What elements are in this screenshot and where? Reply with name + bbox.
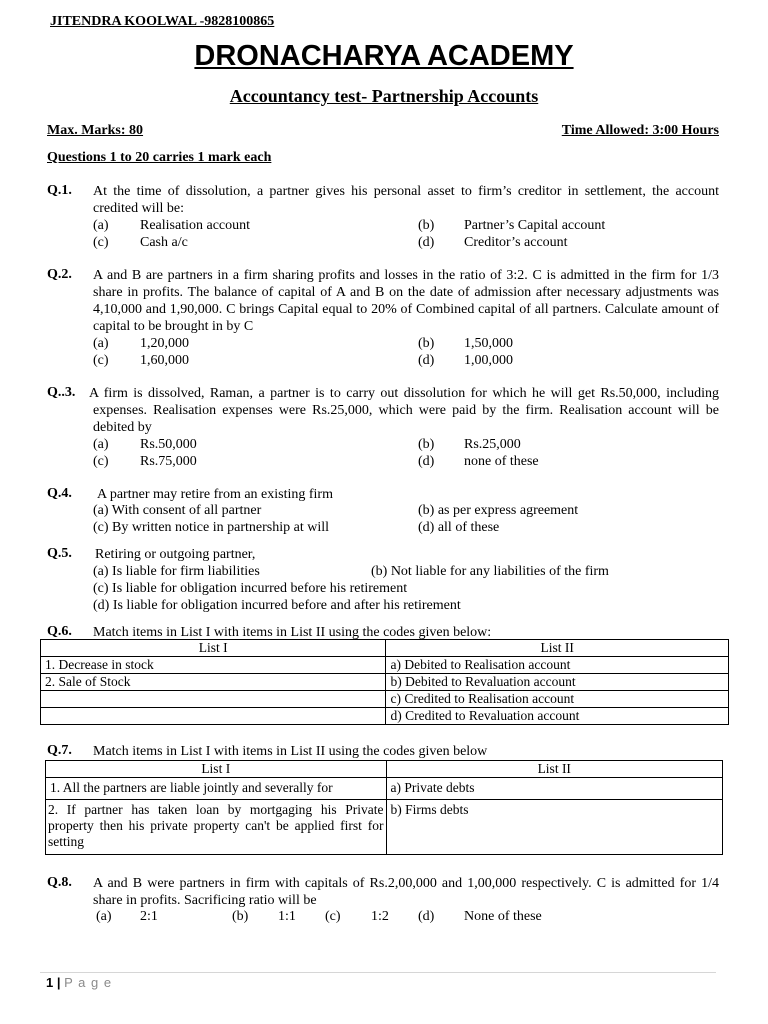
option-text: (b) as per express agreement bbox=[418, 503, 579, 518]
option-label: (c) bbox=[325, 909, 341, 924]
table-cell: 2. If partner has taken loan by mortgaging his Private property then his private property can't be applied first for setting bbox=[46, 800, 387, 855]
page-label: P a g e bbox=[64, 975, 113, 990]
question-text: Match items in List I with items in List II using the codes given below: bbox=[93, 625, 492, 640]
question-number: Q.7. bbox=[47, 743, 72, 758]
footer-separator: | bbox=[56, 975, 61, 990]
table-cell: 1. All the partners are liable jointly and severally for bbox=[46, 778, 387, 800]
question-number: Q..3. bbox=[47, 385, 76, 400]
option-text: (a) With consent of all partner bbox=[93, 503, 262, 518]
option-label: (b) bbox=[418, 336, 435, 351]
option-text: (c) Is liable for obligation incurred before his retirement bbox=[93, 581, 408, 596]
option-label: (d) bbox=[418, 909, 435, 924]
table-cell bbox=[41, 708, 386, 725]
option-text: Rs.75,000 bbox=[140, 454, 197, 469]
table-cell: a) Debited to Realisation account bbox=[386, 657, 729, 674]
page-footer bbox=[46, 975, 112, 990]
table-cell: a) Private debts bbox=[386, 778, 723, 800]
option-label: (d) bbox=[418, 235, 435, 250]
table-cell: b) Firms debts bbox=[386, 800, 723, 855]
page-title: DRONACHARYA ACADEMY bbox=[194, 40, 574, 72]
option-label: (c) bbox=[93, 454, 109, 469]
table-cell: 2. Sale of Stock bbox=[41, 674, 386, 691]
footer-divider bbox=[40, 972, 716, 973]
option-text: none of these bbox=[464, 454, 539, 469]
question-number: Q.5. bbox=[47, 546, 72, 561]
option-label: (b) bbox=[418, 437, 435, 452]
table-cell: d) Credited to Revaluation account bbox=[386, 708, 729, 725]
instruction: Questions 1 to 20 carries 1 mark each bbox=[47, 150, 272, 165]
table-cell: b) Debited to Revaluation account bbox=[386, 674, 729, 691]
question-number: Q.1. bbox=[47, 183, 72, 198]
question-number: Q.6. bbox=[47, 624, 72, 639]
option-text: None of these bbox=[464, 909, 542, 924]
question-text: Match items in List I with items in List II using the codes given below bbox=[93, 744, 488, 759]
option-text: Realisation account bbox=[140, 218, 251, 233]
option-text: 1,20,000 bbox=[140, 336, 189, 351]
match-table bbox=[45, 760, 723, 855]
question-number: Q.2. bbox=[47, 267, 72, 282]
question-text: A and B were partners in firm with capitals of Rs.2,00,000 and 1,00,000 respectively. C is admitted for 1/4 share in profits. Sacrificing ratio will be bbox=[93, 876, 719, 908]
option-label: (a) bbox=[93, 218, 109, 233]
table-header-row bbox=[41, 640, 729, 657]
question-text: At the time of dissolution, a partner gives his personal asset to firm’s creditor in settlement, the account credited will be: bbox=[93, 184, 719, 216]
table-cell: 1. Decrease in stock bbox=[41, 657, 386, 674]
column-header: List I bbox=[46, 761, 387, 778]
option-label: (c) bbox=[93, 353, 109, 368]
question-text: A and B are partners in a firm sharing profits and losses in the ratio of 3:2. C is admitted in the firm for 1/3 share in profits. The balance of capital of A and B on the date of admission after necessary adjustments was 4,10,000 and 1,90,000. C brings Capital equal to 20% of Combined capital of all partners. Calculate amount of capital to be brought in by C bbox=[93, 268, 719, 334]
option-label: (c) bbox=[93, 235, 109, 250]
header-contact: JITENDRA KOOLWAL -9828100865 bbox=[50, 14, 275, 29]
table-row bbox=[41, 657, 729, 674]
option-text: Partner’s Capital account bbox=[464, 218, 606, 233]
option-text: Rs.25,000 bbox=[464, 437, 521, 452]
time-allowed: Time Allowed: 3:00 Hours bbox=[561, 123, 719, 138]
option-text: Rs.50,000 bbox=[140, 437, 197, 452]
option-label: (a) bbox=[96, 909, 112, 924]
table-row bbox=[41, 674, 729, 691]
option-label: (a) bbox=[93, 437, 109, 452]
option-text: (d) all of these bbox=[418, 520, 500, 535]
option-text: 2:1 bbox=[140, 909, 158, 924]
option-text: (b) Not liable for any liabilities of the firm bbox=[371, 564, 609, 579]
table-cell: c) Credited to Realisation account bbox=[386, 691, 729, 708]
option-text: Creditor’s account bbox=[464, 235, 568, 250]
option-text: Cash a/c bbox=[140, 235, 188, 250]
option-text: 1:2 bbox=[371, 909, 389, 924]
table-row bbox=[41, 708, 729, 725]
column-header: List I bbox=[41, 640, 386, 657]
table-row bbox=[41, 691, 729, 708]
question-number: Q.4. bbox=[47, 486, 72, 501]
question-number: Q.8. bbox=[47, 875, 72, 890]
question-text: A partner may retire from an existing firm bbox=[97, 487, 333, 502]
option-text: (a) Is liable for firm liabilities bbox=[93, 564, 260, 579]
column-header: List II bbox=[386, 761, 723, 778]
column-header: List II bbox=[386, 640, 729, 657]
page-number: 1 bbox=[46, 975, 54, 990]
option-text: 1:1 bbox=[278, 909, 296, 924]
option-text: 1,50,000 bbox=[464, 336, 513, 351]
option-label: (b) bbox=[418, 218, 435, 233]
option-text: (c) By written notice in partnership at will bbox=[93, 520, 329, 535]
option-text: (d) Is liable for obligation incurred before and after his retirement bbox=[93, 598, 461, 613]
option-label: (d) bbox=[418, 454, 435, 469]
option-label: (b) bbox=[232, 909, 249, 924]
table-header-row bbox=[46, 761, 723, 778]
match-table bbox=[40, 639, 729, 725]
table-cell bbox=[41, 691, 386, 708]
question-text: A firm is dissolved, Raman, a partner is to carry out dissolution for which he will get Rs.50,000, including expenses. Realisation expenses were Rs.25,000, which were paid by the firm. Realisation account will be debited by bbox=[89, 386, 719, 435]
table-row bbox=[46, 800, 723, 855]
option-text: 1,60,000 bbox=[140, 353, 189, 368]
option-label: (a) bbox=[93, 336, 109, 351]
question-text: Retiring or outgoing partner, bbox=[95, 547, 256, 562]
option-text: 1,00,000 bbox=[464, 353, 513, 368]
table-row bbox=[46, 778, 723, 800]
option-label: (d) bbox=[418, 353, 435, 368]
page-subtitle: Accountancy test- Partnership Accounts bbox=[229, 86, 539, 106]
max-marks: Max. Marks: 80 bbox=[47, 123, 144, 138]
